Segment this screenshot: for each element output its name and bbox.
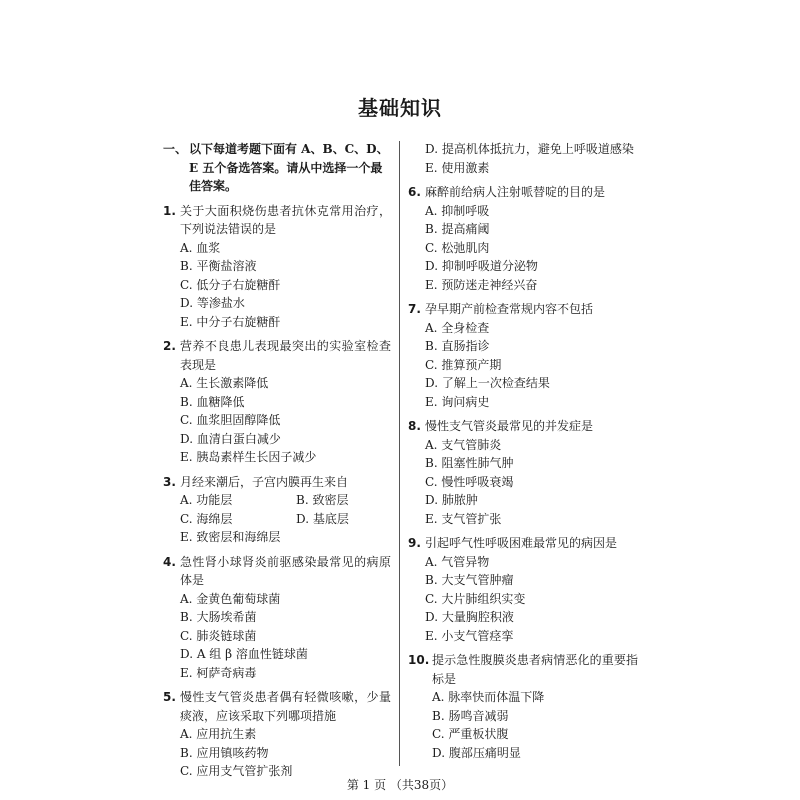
option-c: C. 松弛肌肉	[425, 240, 490, 255]
question-text: 提示急性腹膜炎患者病情恶化的重要指标是	[432, 653, 638, 686]
question-text: 引起呼气性呼吸困难最常见的病因是	[425, 536, 618, 550]
option-d: D. 肺脓肿	[425, 493, 478, 507]
option-c: C. 海绵层	[180, 511, 233, 526]
option-b: B. 大肠埃希菌	[180, 610, 257, 624]
option-e: E. 支气管扩张	[425, 511, 502, 526]
option-a: A. 功能层	[180, 493, 233, 507]
page-number-footer: 第 1 页 （共38页）	[346, 778, 454, 792]
option-a: A. 脉率快而体温下降	[432, 690, 545, 704]
option-e: E. 胰岛素样生长因子减少	[180, 450, 317, 464]
page-title: 基础知识	[358, 96, 442, 120]
option-b: B. 应用镇咳药物	[180, 745, 269, 760]
option-e: E. 致密层和海绵层	[180, 530, 281, 544]
question-5-continued	[408, 140, 638, 177]
option-a: A. 支气管肺炎	[425, 437, 502, 452]
option-a: A. 血浆	[180, 240, 221, 255]
option-d: D. 血清白蛋白减少	[180, 431, 281, 446]
option-d: D. 了解上一次检查结果	[425, 376, 550, 390]
question-10	[408, 651, 638, 762]
option-b: B. 大支气管肿瘤	[425, 573, 514, 587]
question-text: 营养不良患儿表现最突出的实验室检查表现是	[180, 339, 391, 372]
question-7	[408, 300, 638, 411]
option-c: C. 血浆胆固醇降低	[180, 413, 281, 427]
question-number: 1.	[163, 203, 176, 218]
section-number: 一、	[163, 142, 188, 156]
option-d: D. 腹部压痛明显	[432, 745, 521, 760]
question-number: 8.	[408, 419, 421, 433]
option-d: D. 抑制呼吸道分泌物	[425, 259, 538, 273]
option-b: B. 平衡盐溶液	[180, 259, 257, 273]
question-number: 2.	[163, 339, 176, 353]
question-number: 3.	[163, 474, 176, 489]
option-c: C. 慢性呼吸衰竭	[425, 474, 514, 489]
question-6	[408, 183, 638, 294]
option-e: E. 使用激素	[425, 160, 490, 175]
question-text: 月经来潮后，子宫内膜再生来自	[180, 474, 349, 489]
question-4	[163, 553, 391, 683]
option-a: A. 应用抗生素	[180, 727, 257, 741]
question-text: 慢性支气管炎患者偶有轻微咳嗽，少量痰液，应该采取下列哪项措施	[180, 690, 391, 723]
question-1	[163, 202, 391, 332]
question-text: 麻醉前给病人注射哌替啶的目的是	[425, 185, 606, 199]
option-d: D. A 组 β 溶血性链球菌	[180, 647, 308, 661]
right-column	[408, 140, 638, 762]
column-divider	[399, 141, 400, 766]
question-text: 急性肾小球肾炎前驱感染最常见的病原体是	[180, 554, 391, 587]
option-a: A. 气管异物	[425, 554, 490, 569]
option-b: B. 提高痛阈	[425, 222, 490, 236]
section-heading	[163, 140, 391, 196]
option-e: E. 询问病史	[425, 394, 490, 409]
question-2	[163, 337, 391, 467]
question-8	[408, 417, 638, 528]
option-b: B. 阻塞性肺气肿	[425, 456, 514, 470]
question-number: 5.	[163, 690, 176, 704]
question-text: 孕早期产前检查常规内容不包括	[425, 302, 594, 316]
question-9	[408, 534, 638, 645]
question-text: 关于大面积烧伤患者抗休克常用治疗，下列说法错误的是	[180, 203, 391, 236]
option-b: B. 直肠指诊	[425, 339, 490, 353]
option-b: B. 肠鸣音减弱	[432, 708, 509, 723]
option-e: E. 柯萨奇病毒	[180, 665, 257, 680]
option-e: E. 中分子右旋糖酐	[180, 314, 281, 329]
option-b: B. 血糖降低	[180, 394, 245, 409]
option-a: A. 抑制呼吸	[425, 203, 490, 218]
option-d: D. 基底层	[296, 511, 349, 526]
option-a: A. 生长激素降低	[180, 376, 269, 390]
question-number: 9.	[408, 536, 421, 550]
section-instructions: 以下每道考题下面有 A、B、C、D、E 五个备选答案。请从中选择一个最佳答案。	[189, 142, 389, 193]
option-d: D. 提高机体抵抗力，避免上呼吸道感染	[425, 142, 634, 156]
option-b: B. 致密层	[296, 493, 349, 507]
question-number: 4.	[163, 554, 176, 569]
option-a: A. 全身检查	[425, 320, 490, 335]
option-e: E. 预防迷走神经兴奋	[425, 277, 538, 292]
option-e: E. 小支气管痉挛	[425, 628, 514, 643]
option-c: C. 严重板状腹	[432, 727, 509, 741]
option-c: C. 推算预产期	[425, 357, 502, 372]
option-c: C. 低分子右旋糖酐	[180, 277, 281, 292]
question-text: 慢性支气管炎最常见的并发症是	[425, 419, 594, 433]
question-number: 7.	[408, 302, 421, 316]
question-5	[163, 688, 391, 781]
question-number: 10.	[408, 653, 430, 667]
option-c: C. 肺炎链球菌	[180, 628, 257, 643]
option-d: D. 大量胸腔积液	[425, 610, 514, 624]
option-c: C. 大片肺组织实变	[425, 591, 526, 606]
option-c: C. 应用支气管扩张剂	[180, 764, 293, 778]
option-d: D. 等渗盐水	[180, 296, 245, 310]
question-number: 6.	[408, 185, 421, 199]
left-column	[163, 140, 391, 781]
question-3	[163, 473, 391, 547]
option-a: A. 金黄色葡萄球菌	[180, 591, 281, 606]
